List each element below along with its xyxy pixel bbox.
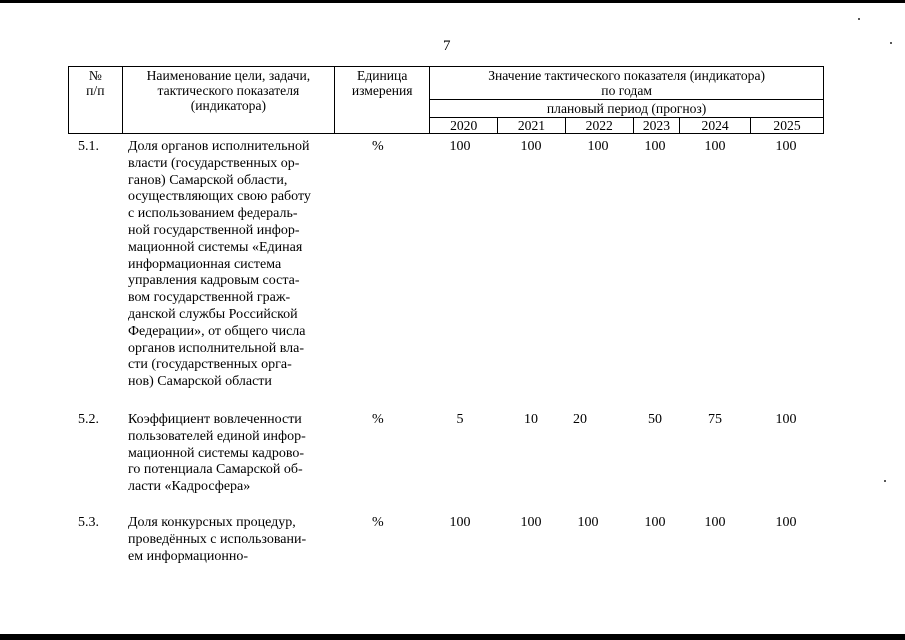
name-line: власти (государственных ор- <box>128 155 300 171</box>
value-2020: 100 <box>449 515 471 530</box>
header-name-cell <box>122 67 335 134</box>
value-2024: 75 <box>708 412 722 427</box>
value-2022: 20 <box>573 412 587 427</box>
header-unit-line2: измерения <box>351 83 413 98</box>
name-line: Федерации», от общего числа <box>128 323 306 339</box>
page-number: 7 <box>443 38 451 54</box>
name-line: информационная система <box>128 256 282 272</box>
header-plan-period: плановый период (прогноз) <box>430 100 824 118</box>
header-unit-cell <box>335 67 430 134</box>
scan-speck <box>890 42 892 44</box>
header-number-cell <box>69 67 123 134</box>
value-2023: 50 <box>648 412 662 427</box>
value-2025: 100 <box>775 515 797 530</box>
header-number-line2: п/п <box>86 83 105 98</box>
header-number-line1: № <box>88 68 102 83</box>
header-year-2022: 2022 <box>565 118 633 134</box>
unit-value: % <box>372 139 384 154</box>
header-name-line2: тактического показателя <box>157 83 300 98</box>
name-line: вом государственной граж- <box>128 290 291 306</box>
indicator-name <box>128 412 328 496</box>
scan-border-bottom <box>0 634 905 640</box>
name-line: мационной системы кадрово- <box>128 445 305 461</box>
name-line: ласти «Кадросфера» <box>128 479 251 495</box>
header-unit-line1: Единица <box>357 68 408 83</box>
value-2021: 10 <box>524 412 538 427</box>
name-line: ганов) Самарской области, <box>128 172 288 188</box>
unit-value: % <box>372 412 384 427</box>
header-values-line1: Значение тактического показателя (индикатора) <box>488 68 766 83</box>
name-line: Доля органов исполнительной <box>128 139 310 154</box>
scan-border-top <box>0 0 905 3</box>
name-line: управления кадровым соста- <box>128 273 300 289</box>
name-line: Доля конкурсных процедур, <box>128 515 296 530</box>
row-number: 5.3. <box>78 515 99 530</box>
name-line: осуществляющих свою работу <box>128 189 311 205</box>
header-year-2024: 2024 <box>680 118 751 134</box>
name-line: с использованием федераль- <box>128 206 298 222</box>
name-line: органов исполнительной вла- <box>128 340 305 356</box>
name-line: данской службы Российской <box>128 306 298 322</box>
header-year-2023: 2023 <box>633 118 680 134</box>
row-number: 5.2. <box>78 412 99 427</box>
name-line: ем информационно- <box>128 548 249 564</box>
header-year-2020: 2020 <box>430 118 498 134</box>
scan-speck <box>858 18 860 20</box>
unit-value: % <box>372 515 384 530</box>
name-line: проведённых с использовани- <box>128 531 307 547</box>
header-values-cell <box>430 67 824 100</box>
scan-speck <box>884 480 886 482</box>
name-line: пользователей единой инфор- <box>128 428 306 444</box>
value-2024: 100 <box>704 139 726 154</box>
name-line: ной государственной инфор- <box>128 222 300 238</box>
value-2021: 100 <box>520 139 542 154</box>
value-2024: 100 <box>704 515 726 530</box>
value-2023: 100 <box>644 515 666 530</box>
value-2022: 100 <box>577 515 599 530</box>
value-2020: 5 <box>456 412 464 427</box>
name-line: Коэффициент вовлеченности <box>128 412 302 427</box>
header-name-line1: Наименование цели, задачи, <box>146 68 311 83</box>
value-2025: 100 <box>775 139 797 154</box>
row-number: 5.1. <box>78 139 99 154</box>
header-values-line2: по годам <box>601 83 652 98</box>
indicator-table-header <box>68 66 824 134</box>
value-2025: 100 <box>775 412 797 427</box>
value-2021: 100 <box>520 515 542 530</box>
value-2020: 100 <box>449 139 471 154</box>
value-2023: 100 <box>644 139 666 154</box>
header-name-line3: (индикатора) <box>190 98 267 113</box>
indicator-name <box>128 515 328 565</box>
header-year-2021: 2021 <box>498 118 566 134</box>
name-line: сти (государственных орга- <box>128 357 292 373</box>
header-year-2025: 2025 <box>751 118 824 134</box>
value-2022: 100 <box>587 139 609 154</box>
name-line: го потенциала Самарской об- <box>128 462 303 478</box>
name-line: мационной системы «Единая <box>128 239 303 255</box>
indicator-name <box>128 139 328 391</box>
name-line: нов) Самарской области <box>128 374 272 390</box>
